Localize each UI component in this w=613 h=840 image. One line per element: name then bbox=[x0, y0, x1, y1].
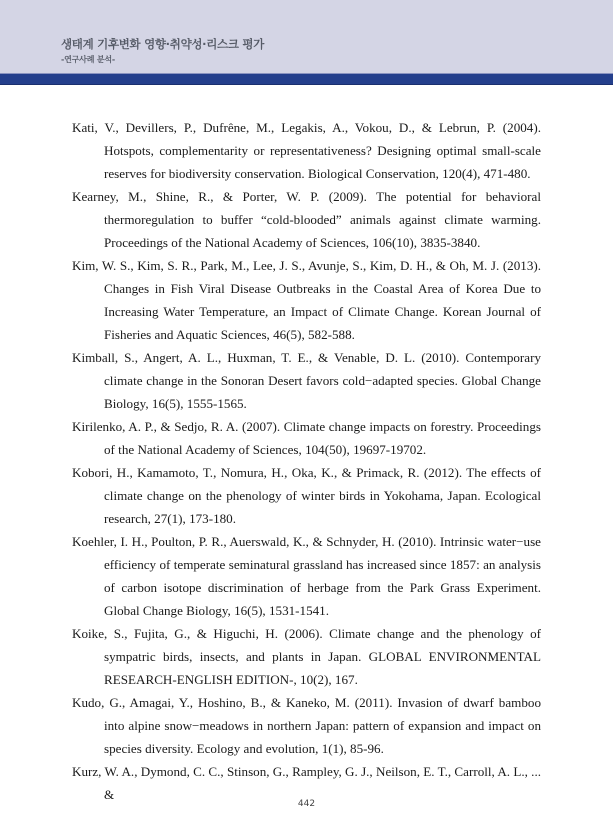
header-color-band bbox=[0, 74, 613, 85]
running-header bbox=[0, 0, 613, 73]
reference-entry: Kearney, M., Shine, R., & Porter, W. P. (2009). The potential for behavioral thermoregulation to buffer “cold-blooded” animals against climate warming. Proceedings of the National Academy of Sciences, 106(10), 3835-3840. bbox=[72, 189, 541, 250]
book-title: 생태계 기후변화 영향·취약성·리스크 평가 bbox=[61, 37, 264, 51]
reference-entry: Kimball, S., Angert, A. L., Huxman, T. E., & Venable, D. L. (2010). Contemporary climate change in the Sonoran Desert favors cold−adapted species. Global Change Biology, 16(5), 1555-1565. bbox=[72, 350, 541, 411]
reference-entry: Kim, W. S., Kim, S. R., Park, M., Lee, J. S., Avunje, S., Kim, D. H., & Oh, M. J. (2013). Changes in Fish Viral Disease Outbreaks in the Coastal Area of Korea Due to Increasing Water Temperature, an Impact of Climate Change. Korean Journal of Fisheries and Aquatic Sciences, 46(5), 582-588. bbox=[72, 258, 541, 342]
reference-entry: Kirilenko, A. P., & Sedjo, R. A. (2007). Climate change impacts on forestry. Proceedings of the National Academy of Sciences, 104(50), 19697-19702. bbox=[72, 419, 541, 457]
reference-entry: Kurz, W. A., Dymond, C. C., Stinson, G., Rampley, G. J., Neilson, E. T., Carroll, A. L., ... & bbox=[72, 764, 541, 802]
reference-entry: Kudo, G., Amagai, Y., Hoshino, B., & Kaneko, M. (2011). Invasion of dwarf bamboo into alpine snow−meadows in northern Japan: pattern of expansion and impact on species diversity. Ecology and evolution, 1(1), 85-96. bbox=[72, 695, 541, 756]
book-subtitle: -연구사례 분석- bbox=[61, 55, 115, 64]
reference-entry: Koike, S., Fujita, G., & Higuchi, H. (2006). Climate change and the phenology of sympatric birds, insects, and plants in Japan. GLOBAL ENVIRONMENTAL RESEARCH-ENGLISH EDITION-, 10(2), 167. bbox=[72, 626, 541, 687]
reference-list bbox=[72, 116, 541, 806]
page-number: 442 bbox=[297, 799, 316, 809]
reference-entry: Koehler, I. H., Poulton, P. R., Auerswald, K., & Schnyder, H. (2010). Intrinsic water−use efficiency of temperate seminatural grassland has increased since 1857: an analysis of carbon isotope discrimination of herbage from the Park Grass Experiment. Global Change Biology, 16(5), 1531-1541. bbox=[72, 534, 541, 618]
reference-entry: Kobori, H., Kamamoto, T., Nomura, H., Oka, K., & Primack, R. (2012). The effects of climate change on the phenology of winter birds in Yokohama, Japan. Ecological research, 27(1), 173-180. bbox=[72, 465, 541, 526]
reference-entry: Kati, V., Devillers, P., Dufrêne, M., Legakis, A., Vokou, D., & Lebrun, P. (2004). Hotspots, complementarity or representativeness? Designing optimal small-scale reserves for biodiversity conservation. Biological Conservation, 120(4), 471-480. bbox=[72, 120, 541, 181]
